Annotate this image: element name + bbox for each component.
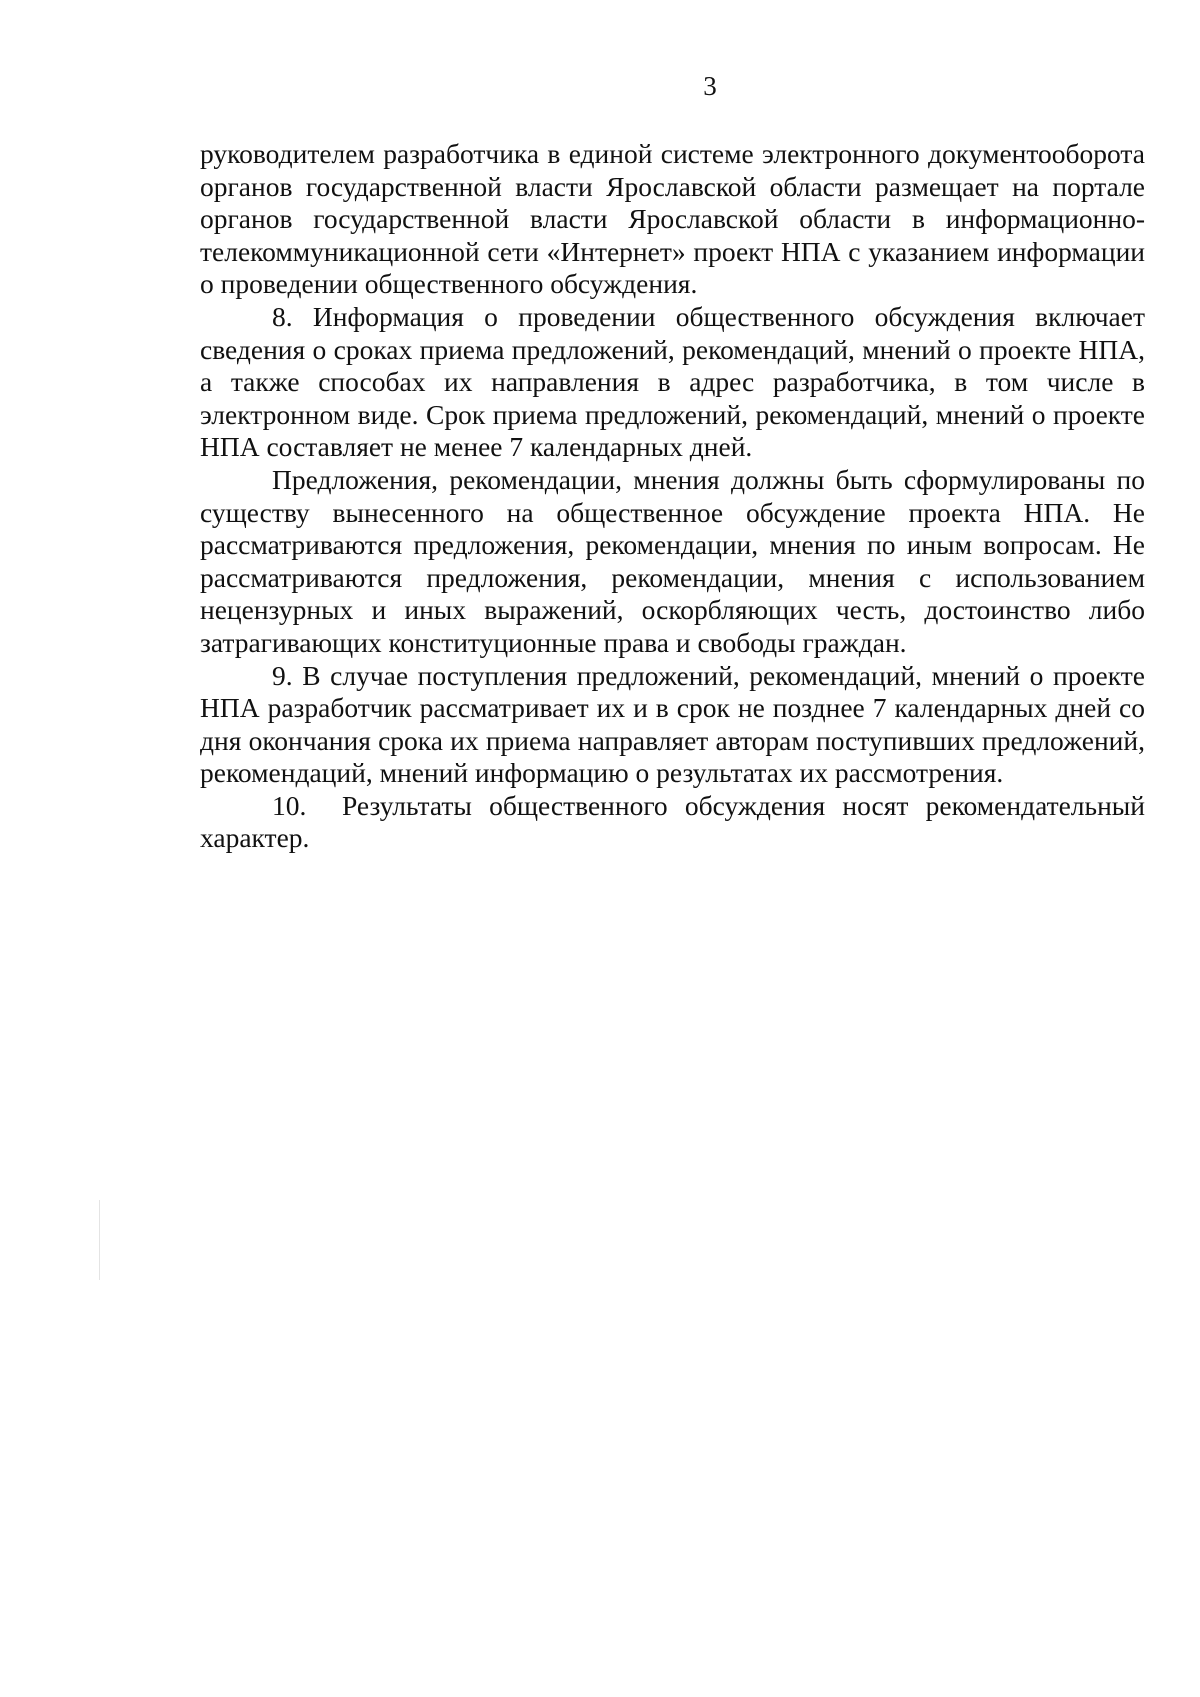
- paragraph-item-8-proposals: Предложения, рекомендации, мнения должны быть сформулированы по существу вынесенного на общественное обсуждение проекта НПА. Не рассматриваются предложения, рекомендации, мнения по иным вопросам. Не рассматриваются предложения, рекомендации, мнения с использованием нецензурных и иных выражений, оскорбляющих честь, достоинство либо затрагивающих конституционные права и свободы граждан.: [200, 463, 1145, 658]
- item-10-text: Результаты общественного обсуждения носят рекомендательный характер.: [200, 789, 1145, 854]
- scan-artifact-line: [99, 1200, 100, 1280]
- document-body: [200, 138, 1145, 855]
- item-10-number: 10.: [272, 789, 307, 821]
- paragraph-item-10: [200, 790, 1145, 855]
- paragraph-item-9: 9. В случае поступления предложений, рекомендаций, мнений о проекте НПА разработчик рассматривает их и в срок не позднее 7 календарных дней со дня окончания срока их приема направляет авторам поступивших предложений, рекомендаций, мнений информацию о результатах их рассмотрения.: [200, 659, 1145, 789]
- paragraph-continuation: руководителем разработчика в единой системе электронного документооборота органов государственной власти Ярославской области размещает на портале органов государственной власти Ярославской области в информационно-телекоммуникационной сети «Интернет» проект НПА с указанием информации о проведении общественного обсуждения.: [200, 138, 1145, 300]
- page-number: 3: [703, 71, 717, 101]
- paragraph-item-8: 8. Информация о проведении общественного обсуждения включает сведения о сроках приема предложений, рекомендаций, мнений о проекте НПА, а также способах их направления в адрес разработчика, в том числе в электронном виде. Срок приема предложений, рекомендаций, мнений о проекте НПА составляет не менее 7 календарных дней.: [200, 300, 1145, 463]
